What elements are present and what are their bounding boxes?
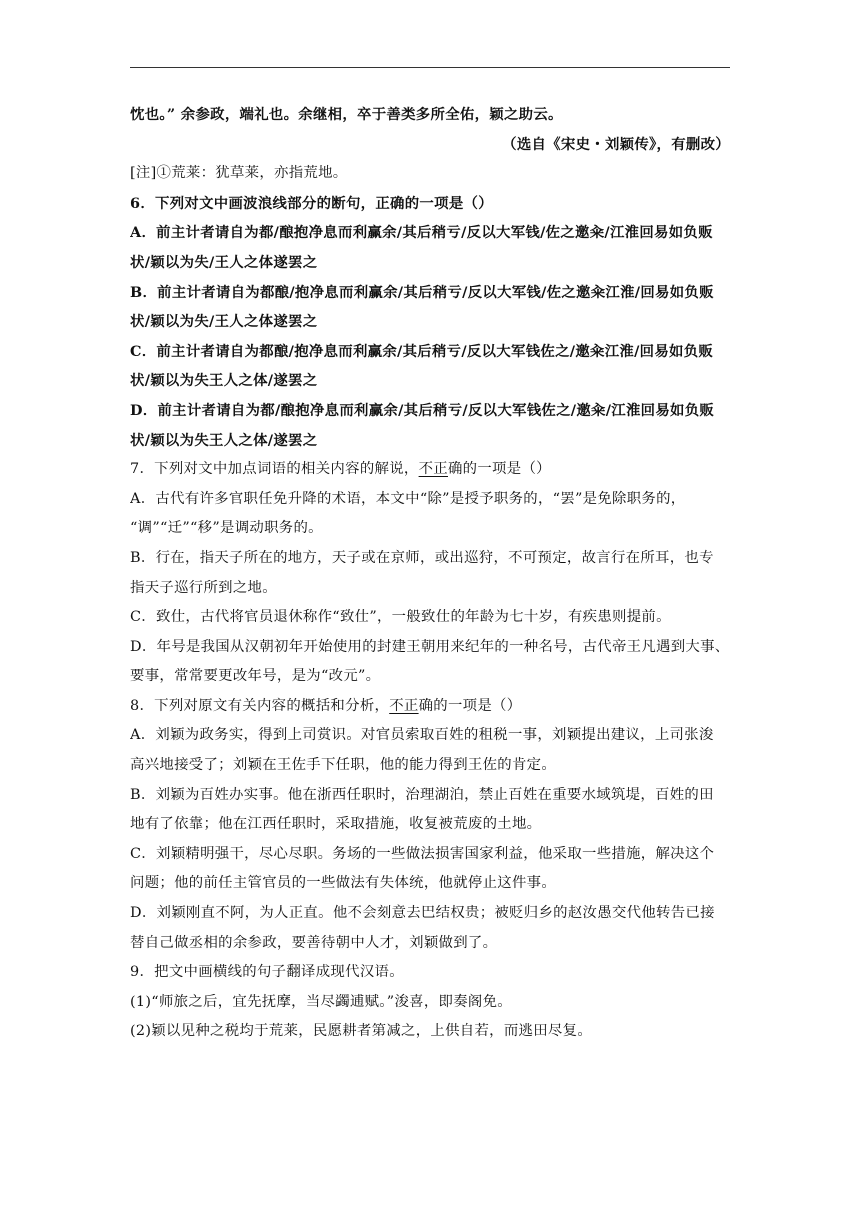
question-8-stem-underlined: 不正 (389, 697, 419, 714)
passage-tail: 忱也。” 余参政，端礼也。余继相，卒于善类多所全佑，颖之助云。 (130, 106, 563, 123)
question-8-option-b-cont: 地有了依靠；他在江西任职时，采取措施，收复被荒废的土地。 (130, 816, 542, 833)
question-6-option-a: A．前主计者请自为都/酿抱净息而利赢余/其后稍亏/反以大军钱/佐之邀籴/江淮回易如负贩 (130, 224, 713, 242)
question-7-option-b: B．行在，指天子所在的地方，天子或在京师，或出巡狩，不可预定，故言行在所耳，也专 (130, 549, 714, 566)
question-9-sentence-1: (1)“师旅之后，宜先抚摩，当尽蠲逋赋。”浚喜，即奏阁免。 (130, 993, 512, 1010)
question-9-sentence-2: (2)颖以见种之税均于荒莱，民愿耕者第减之，上供自若，而逃田尽复。 (130, 1023, 593, 1040)
question-7 (130, 455, 730, 692)
question-8-option-a: A．刘颖为政务实，得到上司赏识。对官员索取百姓的租税一事，刘颖提出建议，上司张浚 (130, 727, 714, 744)
question-6-option-c-cont: 状/颖以为失王人之体/遂罢之 (130, 372, 318, 390)
question-8-stem-pre: 8．下列对原文有关内容的概括和分析， (130, 697, 390, 714)
footnote: [注]①荒莱：犹草莱，亦指荒地。 (130, 165, 348, 182)
question-8-option-c-cont: 问题；他的前任主管官员的一些做法有失体统，他就停止这件事。 (130, 875, 557, 892)
question-7-option-d-cont: 要事，常常要更改年号，是为“改元”。 (130, 668, 381, 685)
question-6 (130, 189, 730, 455)
question-7-stem (130, 455, 730, 485)
question-8-option-a-cont: 高兴地接受了；刘颖在王佐手下任职，他的能力得到王佐的肯定。 (130, 757, 557, 774)
question-8-option-b: B．刘颖为百姓办实事。他在浙西任职时，治理湖泊，禁止百姓在重要水域筑堤，百姓的田 (130, 786, 714, 803)
document-body (130, 100, 730, 1047)
question-6-stem: 6．下列对文中画波浪线部分的断句，正确的一项是（） (130, 194, 493, 212)
question-9 (130, 958, 730, 1047)
question-7-option-b-cont: 指天子巡行所到之地。 (130, 579, 277, 596)
question-7-option-d: D．年号是我国从汉朝初年开始使用的封建王朝用来纪年的一种名号，古代帝王凡遇到大事、 (130, 638, 730, 655)
question-7-stem-post: 确的一项是（） (447, 461, 551, 478)
question-8-option-d: D．刘颖刚直不阿，为人正直。他不会刻意去巴结权贵；被贬归乡的赵汝愚交代他转告已接 (130, 905, 715, 922)
question-6-option-d: D．前主计者请自为都/酿抱净息而利赢余/其后稍亏/反以大军钱佐之/邀籴/江淮回易如负贩 (130, 401, 715, 419)
question-7-stem-underlined: 不正 (418, 461, 448, 478)
question-7-option-a: A．古代有许多官职任免升降的术语，本文中“除”是授予职务的，“罢”是免除职务的， (130, 490, 686, 507)
question-6-option-a-cont: 状/颖以为失/王人之体遂罢之 (130, 253, 318, 271)
question-6-option-b: B．前主计者请自为都酿/抱净息而利赢余/其后稍亏/反以大军钱/佐之邀籴江淮/回易如负贩 (130, 283, 714, 301)
question-6-option-b-cont: 状/颖以为失/王人之体遂罢之 (130, 313, 318, 331)
header-rule (130, 67, 730, 68)
question-8-stem-post: 确的一项是（） (418, 697, 522, 714)
question-8-option-c: C．刘颖精明强干，尽心尽职。务场的一些做法损害国家利益，他采取一些措施，解决这个 (130, 845, 715, 862)
source-citation: （选自《宋史・刘颖传》，有删改） (502, 135, 730, 153)
question-8-stem (130, 692, 730, 722)
question-7-stem-pre: 7．下列对文中加点词语的相关内容的解说， (130, 461, 419, 478)
question-9-stem: 9．把文中画横线的句子翻译成现代汉语。 (130, 964, 404, 981)
question-7-option-a-cont: “调”“迁”“移”是调动职务的。 (130, 520, 323, 537)
question-6-option-d-cont: 状/颖以为失王人之体/遂罢之 (130, 431, 318, 449)
question-6-option-c: C．前主计者请自为都酿/抱净息而利赢余/其后稍亏/反以大军钱佐之/邀籴江淮/回易如负贩 (130, 342, 714, 360)
question-8-option-d-cont: 替自己做丞相的余参政，要善待朝中人才，刘颖做到了。 (130, 934, 498, 951)
question-7-option-c: C．致仕，古代将官员退休称作“致仕”，一般致仕的年龄为七十岁，有疾患则提前。 (130, 609, 671, 626)
question-8 (130, 692, 730, 958)
